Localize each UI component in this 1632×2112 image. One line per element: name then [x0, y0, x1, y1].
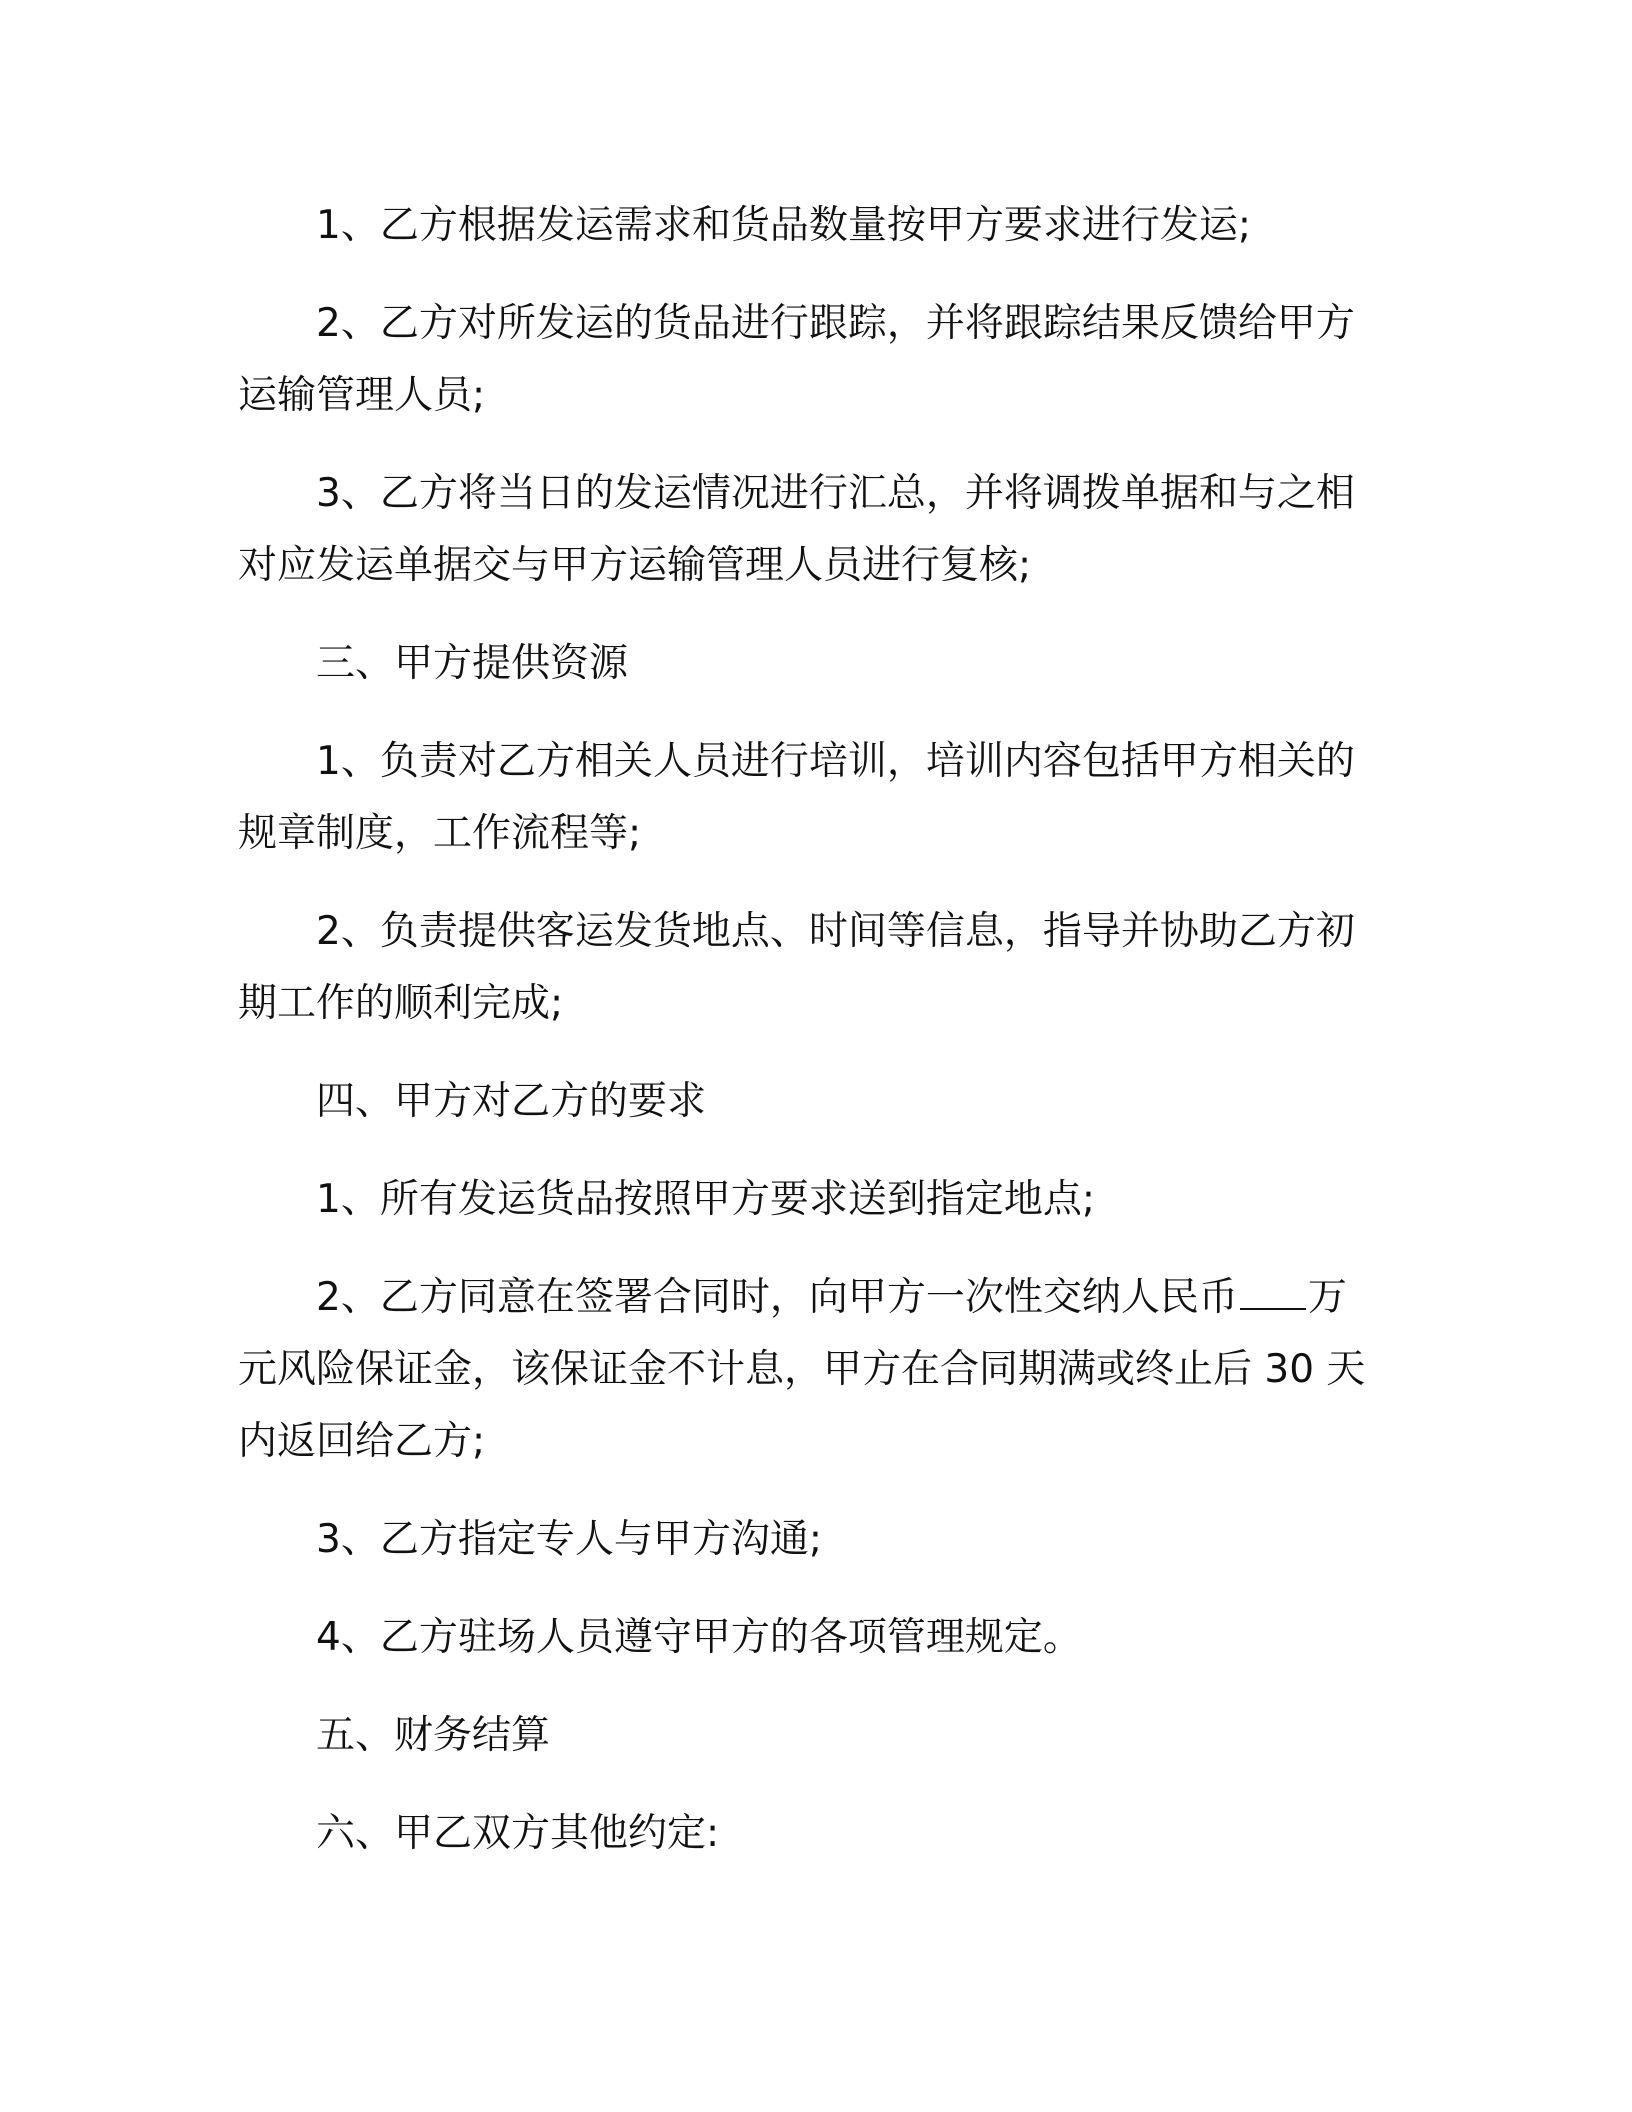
paragraph-tracking: 2、乙方对所发运的货品进行跟踪，并将跟踪结果反馈给甲方运输管理人员;: [238, 301, 1355, 418]
paragraph-shipping-requirement: 1、乙方根据发运需求和货品数量按甲方要求进行发运;: [316, 203, 1251, 248]
paragraph-training: 1、负责对乙方相关人员进行培训，培训内容包括甲方相关的规章制度，工作流程等;: [238, 739, 1355, 856]
paragraph-delivery-location: 1、所有发运货品按照甲方要求送到指定地点;: [316, 1177, 1095, 1222]
deposit-text-after: 万元风险保证金，该保证金不计息，甲方在合同期满或终止后 30 天内返回给乙方;: [238, 1275, 1366, 1464]
paragraph-contact-person: 3、乙方指定专人与甲方沟通;: [316, 1517, 822, 1562]
paragraph-onsite-rules: 4、乙方驻场人员遵守甲方的各项管理规定。: [316, 1615, 1082, 1660]
paragraph-info-provision: 2、负责提供客运发货地点、时间等信息，指导并协助乙方初期工作的顺利完成;: [238, 909, 1355, 1026]
paragraph-deposit: [238, 1262, 1378, 1478]
paragraph-daily-summary: 3、乙方将当日的发运情况进行汇总，并将调拨单据和与之相对应发运单据交与甲方运输管理人员进行复核;: [238, 471, 1355, 588]
section-heading-other-terms: 六、甲乙双方其他约定:: [316, 1811, 720, 1856]
section-heading-finance: 五、财务结算: [316, 1713, 551, 1758]
deposit-text-before: 2、乙方同意在签署合同时，向甲方一次性交纳人民币: [316, 1275, 1238, 1320]
section-heading-resources: 三、甲方提供资源: [316, 641, 629, 686]
deposit-amount-blank: [1240, 1278, 1306, 1310]
section-heading-requirements: 四、甲方对乙方的要求: [316, 1079, 707, 1124]
document-body: [238, 190, 1378, 1896]
